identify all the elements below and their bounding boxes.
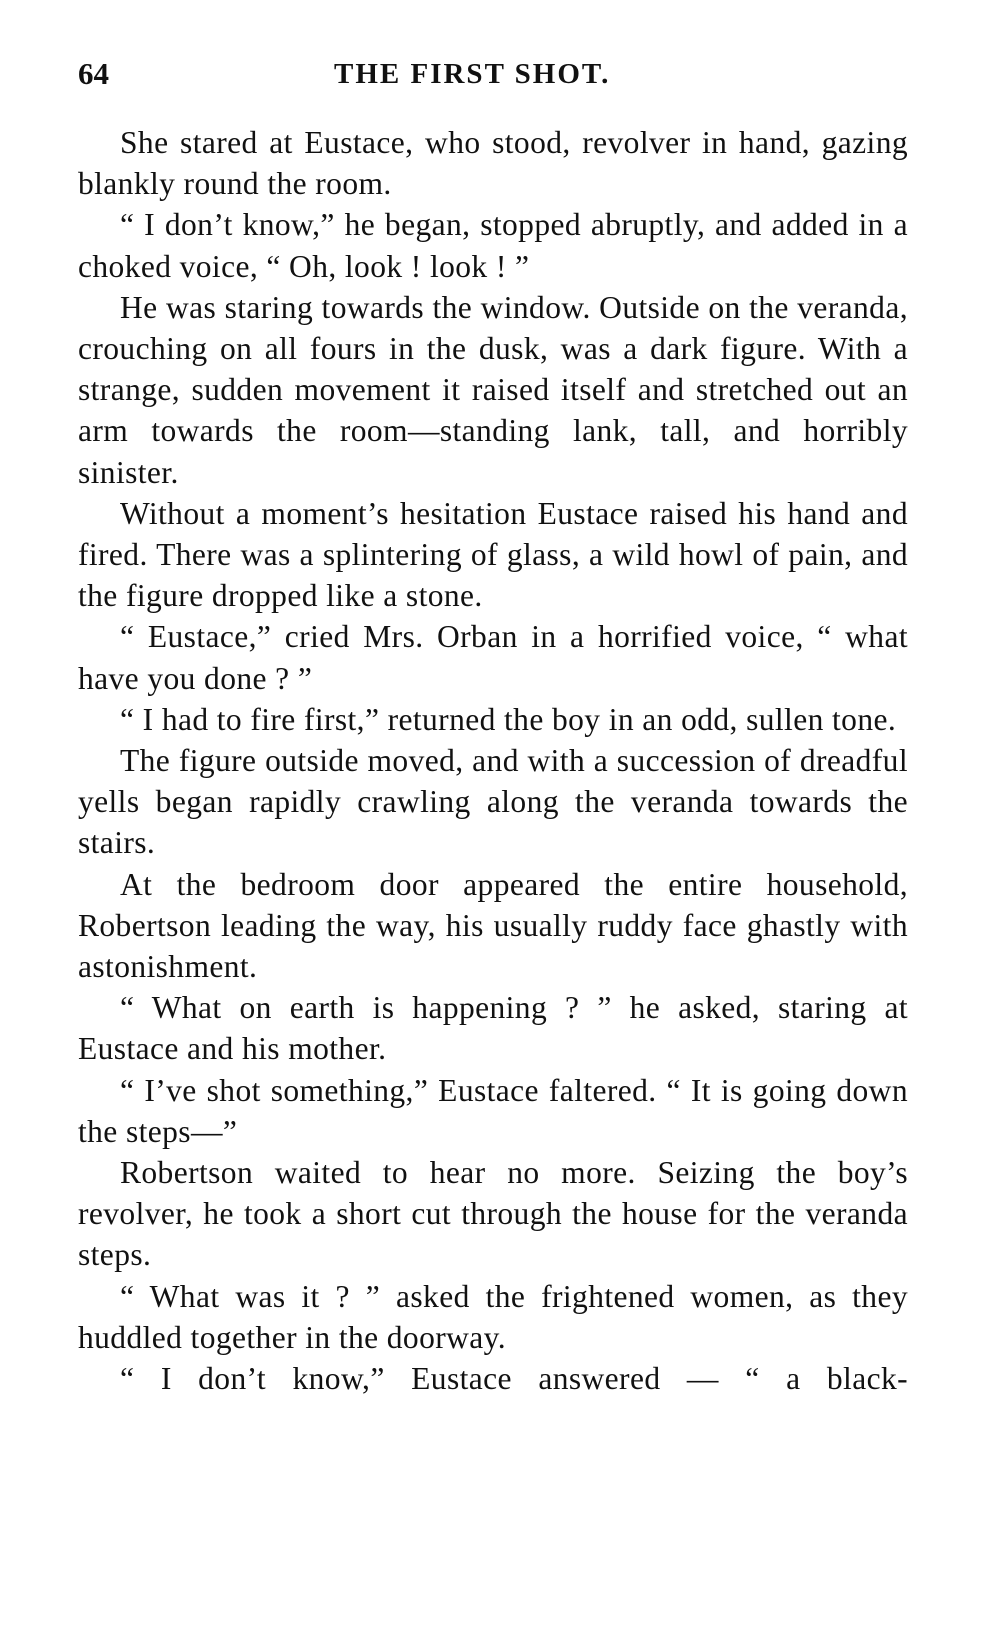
paragraph: “ What on earth is happening ? ” he asked, staring at Eustace and his mother. [78,990,908,1067]
page-header [78,52,908,96]
paragraph: “ I don’t know,” he began, stopped abruptly, and added in a choked voice, “ Oh, look ! look ! ” [78,207,908,284]
paragraph: Without a moment’s hesitation Eustace raised his hand and fired. There was a splintering of glass, a wild howl of pain, and the figure dropped like a stone. [78,495,908,614]
paragraph: “ What was it ? ” asked the frightened women, as they huddled together in the doorway. [78,1278,908,1355]
body-text [78,122,908,1399]
paragraph: “ I don’t know,” Eustace answered — “ a black- [120,1361,908,1397]
paragraph: “ Eustace,” cried Mrs. Orban in a horrified voice, “ what have you done ? ” [78,619,908,696]
paragraph: She stared at Eustace, who stood, revolver in hand, gazing blankly round the room. [78,125,908,202]
paragraph: Robertson waited to hear no more. Seizing the boy’s revolver, he took a short cut through the house for the veranda steps. [78,1155,908,1273]
running-title: THE FIRST SHOT. [334,58,611,90]
paragraph: He was staring towards the window. Outside on the veranda, crouching on all fours in the dusk, was a dark figure. With a strange, sudden movement it raised itself and stretched out an arm towards the room—standing lank, tall, and horribly sinister. [78,289,908,490]
paragraph: “ I had to fire first,” returned the boy in an odd, sullen tone. [120,701,897,737]
paragraph: The figure outside moved, and with a succession of dreadful yells began rapidly crawling along the veranda towards the stairs. [78,743,908,861]
paragraph: “ I’ve shot something,” Eustace faltered. “ It is going down the steps—” [78,1072,908,1149]
paragraph: At the bedroom door appeared the entire household, Robertson leading the way, his usually ruddy face ghastly with astonishment. [78,866,908,985]
page-number: 64 [78,56,109,91]
